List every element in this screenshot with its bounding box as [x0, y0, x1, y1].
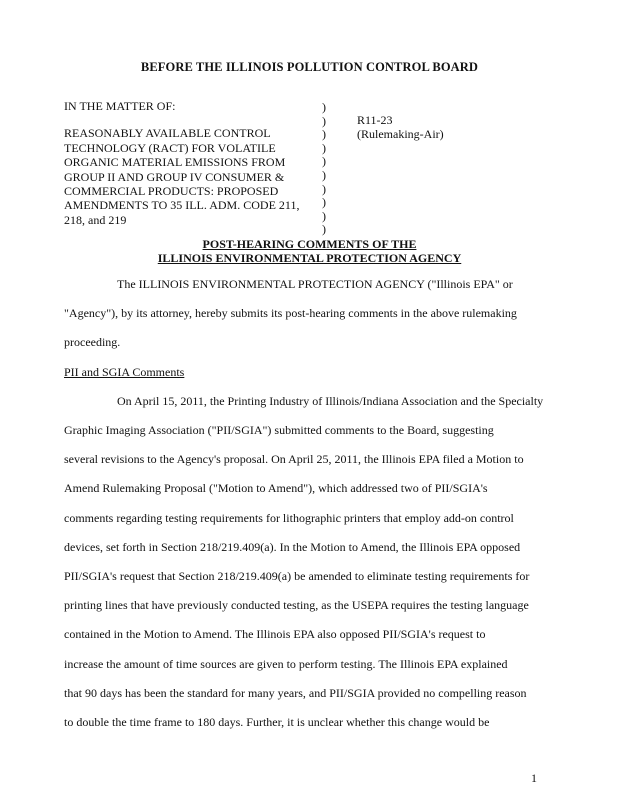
body-line: proceeding.: [64, 335, 121, 350]
body-line: The ILLINOIS ENVIRONMENTAL PROTECTION AGENCY ("Illinois EPA" or: [117, 277, 513, 291]
in-the-matter-of: IN THE MATTER OF:: [64, 99, 176, 113]
title-line: POST-HEARING COMMENTS OF THE: [202, 237, 417, 251]
body-line: Graphic Imaging Association ("PII/SGIA") submitted comments to the Board, suggesting: [64, 423, 494, 438]
body-line: to double the time frame to 180 days. Further, it is unclear whether this change would be: [64, 715, 490, 730]
page-number: 1: [531, 771, 537, 785]
document-body: [64, 270, 544, 737]
caption-line: 218, and 219: [64, 212, 127, 227]
body-line: devices, set forth in Section 218/219.409(a). In the Motion to Amend, the Illinois EPA opposed: [64, 539, 521, 554]
board-header: BEFORE THE ILLINOIS POLLUTION CONTROL BOARD: [140, 60, 479, 74]
body-line: contained in the Motion to Amend. The Illinois EPA also opposed PII/SGIA's request to: [64, 627, 486, 642]
docket-type: (Rulemaking-Air): [357, 127, 444, 142]
body-line: several revisions to the Agency's proposal. On April 25, 2011, the Illinois EPA filed a Motion to: [64, 452, 524, 467]
body-line: On April 15, 2011, the Printing Industry of Illinois/Indiana Association and the Specialty: [117, 393, 544, 408]
caption-line: ORGANIC MATERIAL EMISSIONS FROM: [64, 155, 286, 170]
body-line: Amend Rulemaking Proposal ("Motion to Amend"), which addressed two of PII/SGIA's: [64, 481, 488, 496]
caption-line: COMMERCIAL PRODUCTS: PROPOSED: [64, 184, 279, 199]
docket-info: [357, 113, 444, 142]
body-line: "Agency"), by its attorney, hereby submits its post-hearing comments in the above rulemaking: [64, 306, 517, 321]
caption-line: GROUP II AND GROUP IV CONSUMER &: [64, 169, 285, 184]
section-heading: PII and SGIA Comments: [64, 364, 185, 379]
document-title: [0, 237, 619, 265]
body-line: printing lines that have previously conducted testing, as the USEPA requires the testing language: [64, 598, 529, 613]
body-line: that 90 days has been the standard for many years, and PII/SGIA provided no compelling reason: [64, 685, 527, 700]
title-line: ILLINOIS ENVIRONMENTAL PROTECTION AGENCY: [157, 251, 462, 265]
body-line: increase the amount of time sources are given to perform testing. The Illinois EPA explained: [64, 656, 508, 671]
body-line: comments regarding testing requirements for lithographic printers that employ add-on control: [64, 510, 514, 525]
case-caption: [64, 99, 314, 227]
caption-line: REASONABLY AVAILABLE CONTROL: [64, 126, 271, 141]
body-line: PII/SGIA's request that Section 218/219.409(a) be amended to eliminate testing requirements for: [64, 569, 530, 584]
caption-line: TECHNOLOGY (RACT) FOR VOLATILE: [64, 140, 276, 155]
caption-line: AMENDMENTS TO 35 ILL. ADM. CODE 211,: [64, 198, 300, 213]
caption-parentheses: ) ) ) ) ) ) ) ) ) ): [322, 100, 326, 237]
docket-number: R11-23: [357, 113, 393, 127]
